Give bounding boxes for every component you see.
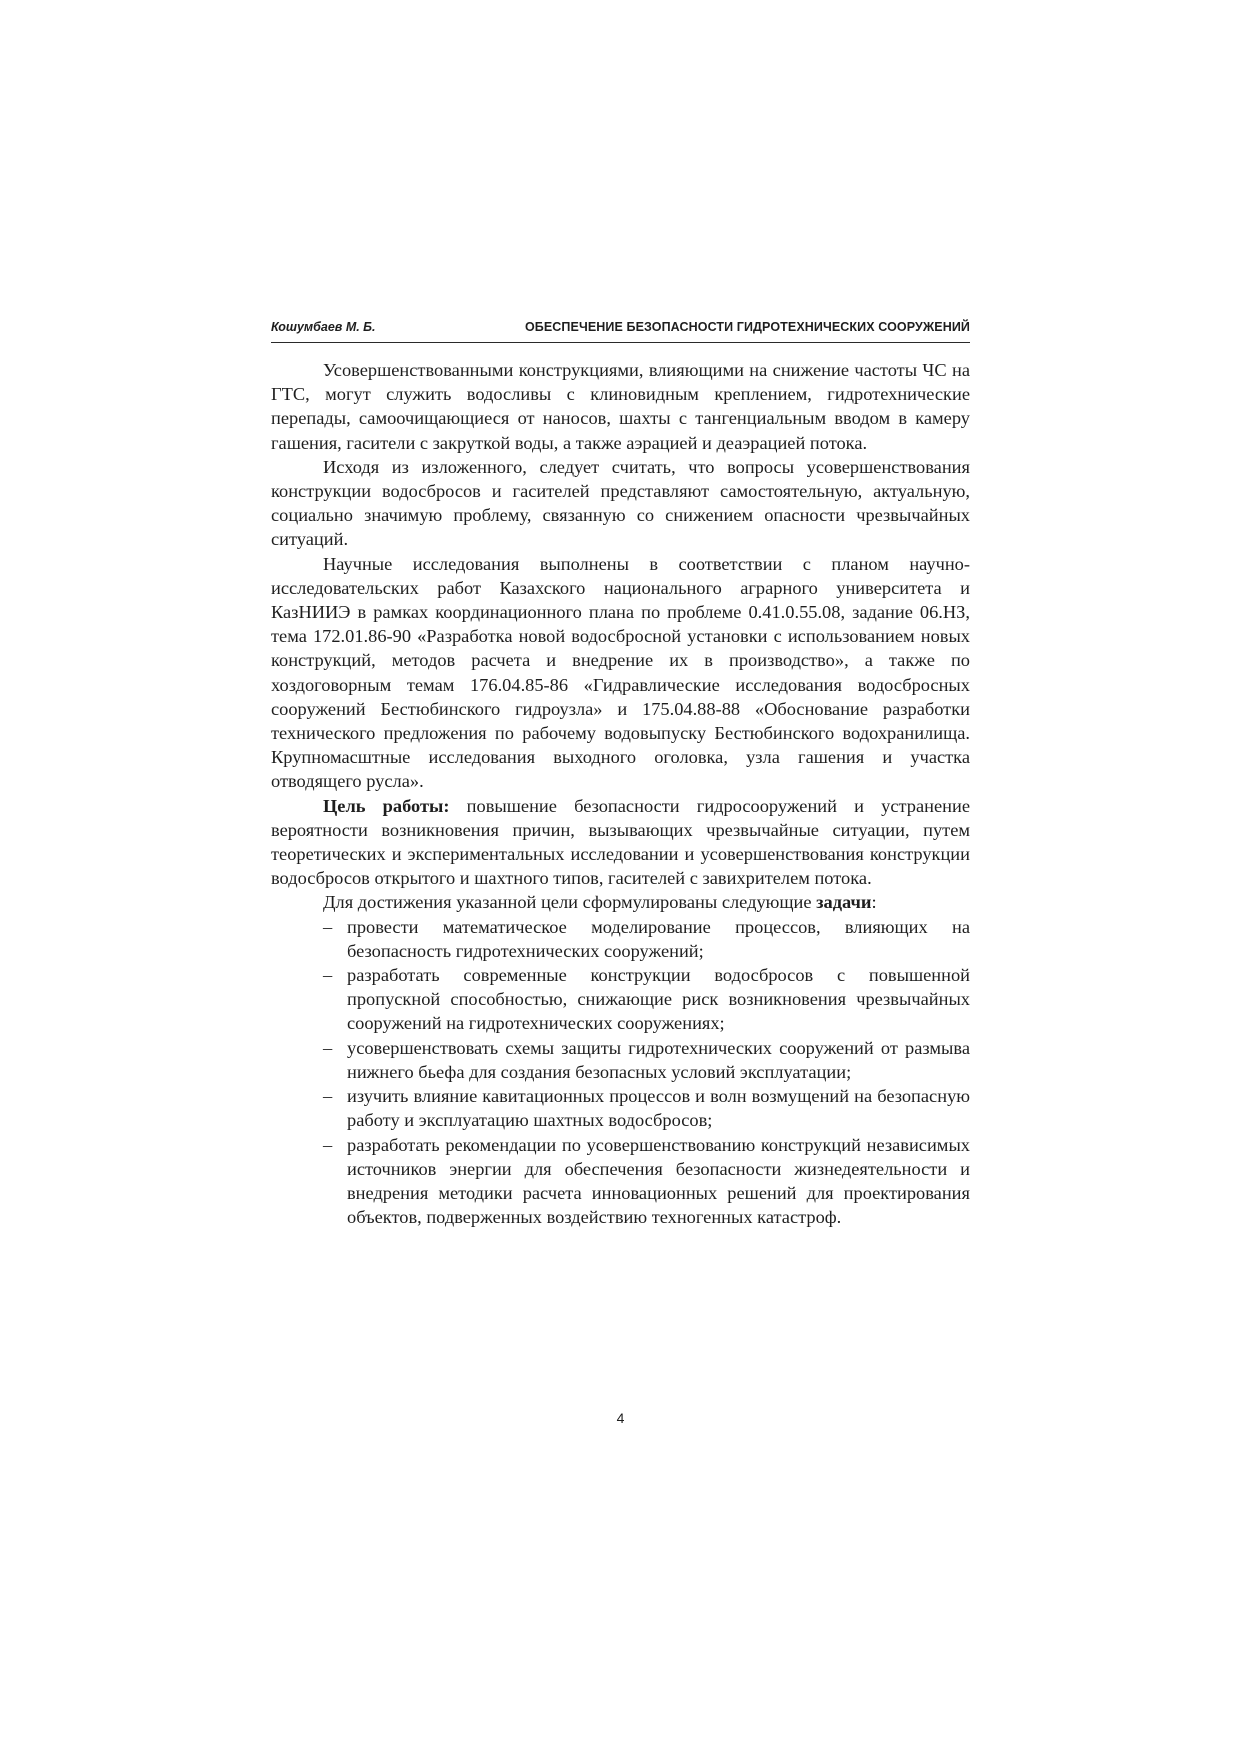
header-author: Кошумбаев М. Б. bbox=[271, 320, 376, 334]
paragraph-research-basis: Научные исследования выполнены в соответствии с планом научно-исследовательских работ Казахского национального аграрного университета и КазНИИЭ в рамках координационного плана по проблеме 0.41.0.55.08, задание 06.НЗ, тема 172.01.86-90 «Разработка новой водосбросной установки с использованием новых конструкций, методов расчета и внедрение их в производство», а также по хоздоговорным темам 176.04.85-86 «Гидравлические исследования водосбросных сооружений Бестюбинского гидроузла» и 175.04.88-88 «Обоснование разработки технического предложения по рабочему водовыпуску Бестюбинского водохранилища. Крупномасштные исследования выходного оголовка, узла гашения и участка отводящего русла». bbox=[271, 553, 970, 792]
task-text: изучить влияние кавитационных процессов и волн возмущений на безопасную работу и эксплуатацию шахтных водосбросов; bbox=[347, 1086, 970, 1131]
dash-bullet: – bbox=[323, 1134, 333, 1155]
tasks-colon: : bbox=[871, 892, 877, 913]
paragraph-tasks-intro bbox=[271, 890, 970, 914]
document-page bbox=[271, 0, 970, 1755]
body-text bbox=[271, 358, 970, 1229]
dash-bullet: – bbox=[323, 1037, 333, 1058]
running-header bbox=[271, 318, 970, 343]
paragraph-conclusion: Исходя из изложенного, следует считать, что вопросы усовершенствования конструкции водосбросов и гасителей представляют самостоятельную, актуальную, социально значимую проблему, связанную со снижением опасности чрезвычайных ситуаций. bbox=[271, 456, 970, 550]
header-book-title: ОБЕСПЕЧЕНИЕ БЕЗОПАСНОСТИ ГИДРОТЕХНИЧЕСКИХ СООРУЖЕНИЙ bbox=[524, 320, 970, 334]
paragraph-goal bbox=[271, 794, 970, 891]
tasks-list bbox=[271, 915, 970, 1230]
list-item bbox=[323, 1084, 970, 1132]
task-text: разработать рекомендации по усовершенствованию конструкций независимых источников энергии для обеспечения безопасности жизнедеятельности и внедрения методики расчета инновационных решений для проектирования объектов, подверженных воздействию техногенных катастроф. bbox=[347, 1134, 970, 1228]
dash-bullet: – bbox=[323, 965, 333, 986]
list-item bbox=[323, 1133, 970, 1230]
page-number: 4 bbox=[616, 1410, 625, 1426]
list-item bbox=[323, 915, 970, 963]
task-text: усовершенствовать схемы защиты гидротехнических сооружений от размыва нижнего бьефа для создания безопасных условий эксплуатации; bbox=[347, 1037, 970, 1082]
goal-label: Цель работы: bbox=[323, 795, 450, 816]
list-item bbox=[323, 1036, 970, 1084]
goal-text: повышение безопасности гидросооружений и устранение вероятности возникновения причин, вызывающих чрезвычайные ситуации, путем теоретических и экспериментальных исследовании и усовершенствования конструкции водосбросов открытого и шахтного типов, гасителей с завихрителем потока. bbox=[271, 795, 970, 889]
paragraph-improved-designs: Усовершенствованными конструкциями, влияющими на снижение частоты ЧС на ГТС, могут служить водосливы с клиновидным креплением, гидротехнические перепады, самоочищающиеся от наносов, шахты с тангенциальным вводом в камеру гашения, гасители с закруткой воды, а также аэрацией и деаэрацией потока. bbox=[271, 360, 970, 453]
dash-bullet: – bbox=[323, 916, 333, 937]
task-text: провести математическое моделирование процессов, влияющих на безопасность гидротехнических сооружений; bbox=[347, 916, 970, 961]
tasks-intro-text: Для достижения указанной цели сформулированы следующие bbox=[323, 892, 817, 913]
task-text: разработать современные конструкции водосбросов с повышенной пропускной способностью, снижающие риск возникновения чрезвычайных сооружений на гидротехнических сооружениях; bbox=[347, 965, 970, 1034]
tasks-word: задачи bbox=[816, 892, 872, 913]
dash-bullet: – bbox=[323, 1086, 333, 1107]
list-item bbox=[323, 963, 970, 1036]
